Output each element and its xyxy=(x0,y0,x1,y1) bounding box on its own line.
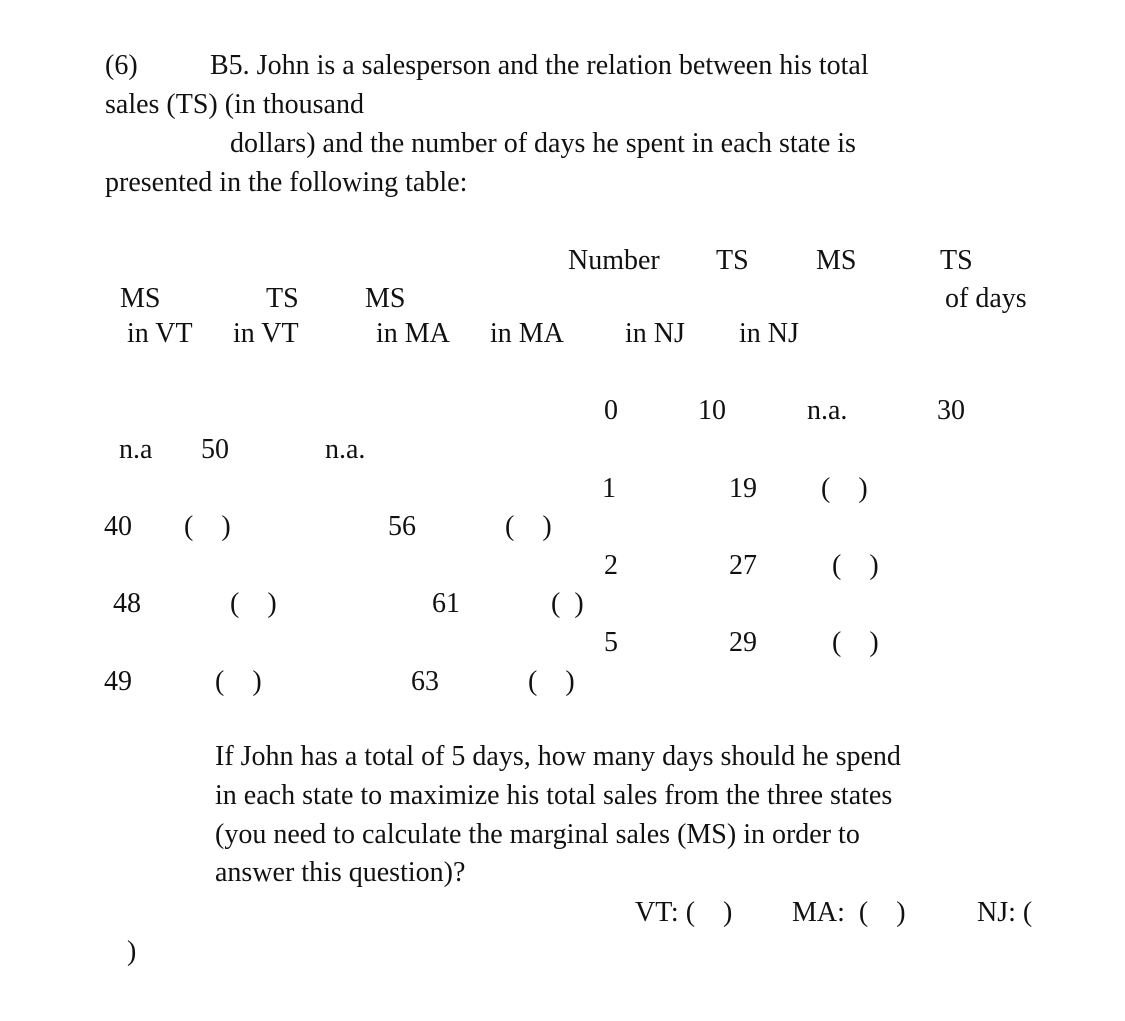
question-line-3: (you need to calculate the marginal sales (MS) in order to xyxy=(215,819,860,850)
intro-line-4: presented in the following table: xyxy=(105,167,468,198)
row-1-ms-ma: ( ) xyxy=(184,511,231,542)
row-2-ts-nj: 61 xyxy=(432,588,460,619)
row-3-ts-vt: 29 xyxy=(729,627,757,658)
ma-answer-blank[interactable]: MA: ( ) xyxy=(792,897,906,928)
header-ms-nj-top: MS xyxy=(816,245,857,276)
header-ts-nj-top: TS xyxy=(716,245,749,276)
row-3-days: 5 xyxy=(604,627,618,658)
header-ts-vt: TS xyxy=(266,283,299,314)
header-in-nj-2: in NJ xyxy=(739,318,799,349)
row-0-ts-nj: 50 xyxy=(201,434,229,465)
intro-line-3: dollars) and the number of days he spent in each state is xyxy=(230,128,856,159)
question-line-2: in each state to maximize his total sales from the three states xyxy=(215,780,893,811)
vt-answer-blank[interactable]: VT: ( ) xyxy=(635,897,733,928)
header-in-ma-1: in MA xyxy=(376,318,450,349)
row-1-ts-ma: 40 xyxy=(104,511,132,542)
header-in-nj-1: in NJ xyxy=(625,318,685,349)
row-2-ms-ma: ( ) xyxy=(230,588,277,619)
row-0-ts-ma: 30 xyxy=(937,395,965,426)
row-0-ms-vt: n.a. xyxy=(807,395,848,426)
row-1-ms-nj: ( ) xyxy=(505,511,552,542)
row-2-ts-ma: 48 xyxy=(113,588,141,619)
question-line-4: answer this question)? xyxy=(215,857,466,888)
row-2-ms-vt: ( ) xyxy=(832,550,879,581)
intro-line-1: B5. John is a salesperson and the relation between his total xyxy=(210,50,869,81)
row-1-ts-vt: 19 xyxy=(729,473,757,504)
header-ms-ma: MS xyxy=(365,283,406,314)
header-ms-vt: MS xyxy=(120,283,161,314)
nj-answer-blank[interactable]: NJ: ( xyxy=(977,897,1033,928)
row-3-ms-vt: ( ) xyxy=(832,627,879,658)
row-2-days: 2 xyxy=(604,550,618,581)
problem-number: (6) xyxy=(105,50,138,81)
row-2-ts-vt: 27 xyxy=(729,550,757,581)
row-3-ts-nj: 63 xyxy=(411,666,439,697)
row-2-ms-nj: ( ) xyxy=(551,588,584,619)
header-in-vt-1: in VT xyxy=(127,318,193,349)
row-1-ts-nj: 56 xyxy=(388,511,416,542)
row-3-ms-nj: ( ) xyxy=(528,666,575,697)
row-0-days: 0 xyxy=(604,395,618,426)
row-1-days: 1 xyxy=(602,473,616,504)
header-of-days: of days xyxy=(945,283,1027,314)
row-0-ms-ma: n.a xyxy=(119,434,153,465)
row-1-ms-vt: ( ) xyxy=(821,473,868,504)
header-number: Number xyxy=(568,245,660,276)
row-0-ts-vt: 10 xyxy=(698,395,726,426)
header-ts-top-right: TS xyxy=(940,245,973,276)
row-3-ts-ma: 49 xyxy=(104,666,132,697)
row-0-ms-nj: n.a. xyxy=(325,434,366,465)
header-in-vt-2: in VT xyxy=(233,318,299,349)
closing-paren: ) xyxy=(127,936,137,967)
question-line-1: If John has a total of 5 days, how many days should he spend xyxy=(215,741,901,772)
intro-line-2: sales (TS) (in thousand xyxy=(105,89,364,120)
header-in-ma-2: in MA xyxy=(490,318,564,349)
row-3-ms-ma: ( ) xyxy=(215,666,262,697)
